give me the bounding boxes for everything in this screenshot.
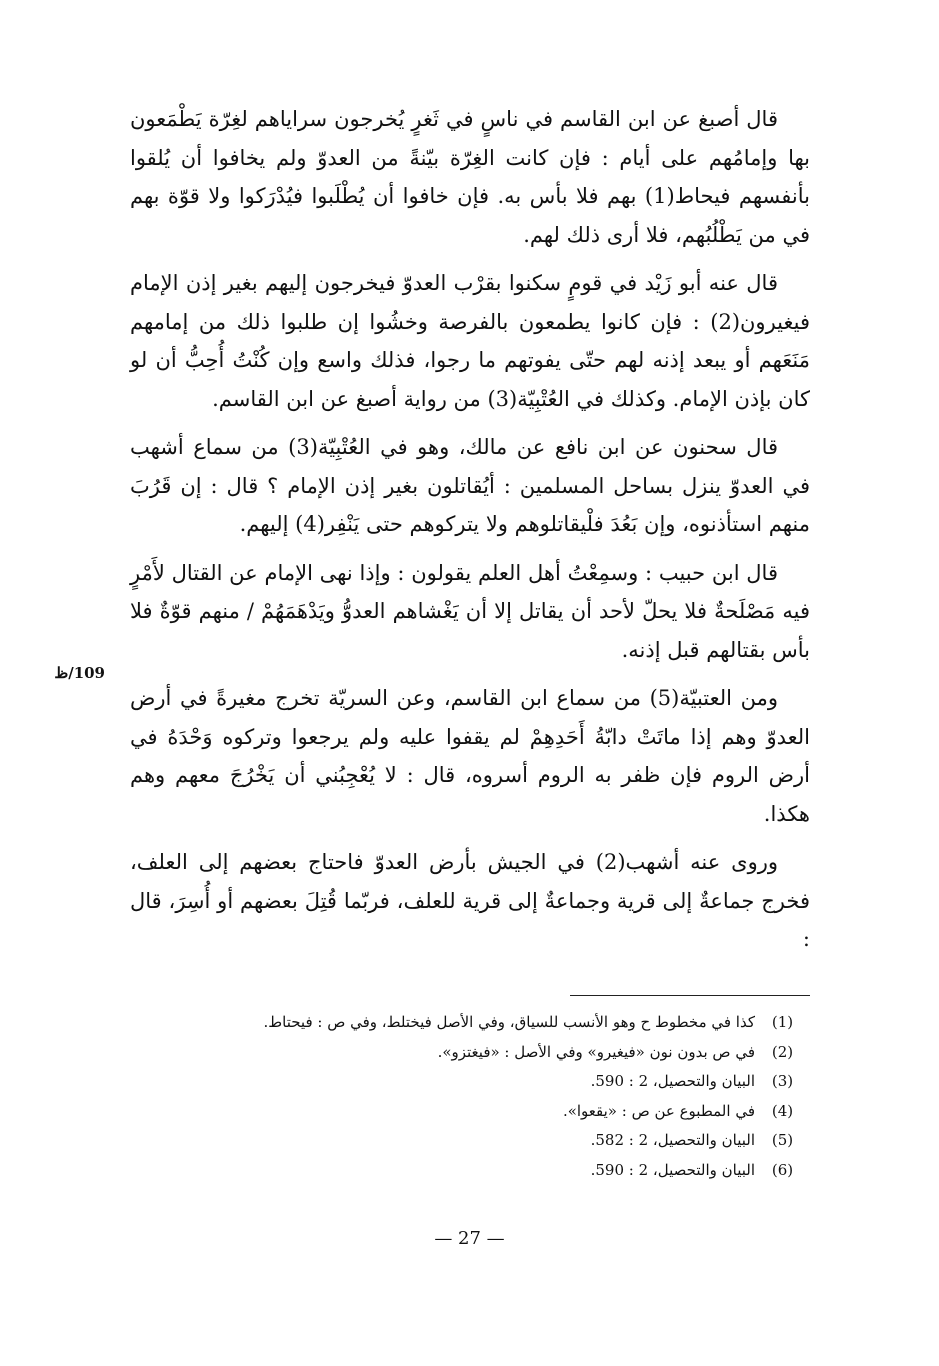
footnote-number: (2): [771, 1042, 794, 1061]
footnote-number: (6): [771, 1160, 794, 1179]
footnote-3: [130, 1067, 810, 1097]
footnote-number: (5): [771, 1131, 794, 1149]
footnote-text: كذا في مخطوط ح وهو الأنسب للسياق، وفي الأصل فيختلط، وفي ص : فيحتاط.: [263, 1013, 755, 1031]
paragraph-5: ومن العتبيّة(5) من سماع ابن القاسم، وعن السريّة تخرج مغيرةً في أرض العدوّ وهم إذا ماتَتْ دابّةُ أَحَدِهِمْ لم يقفوا عليه ولم يرجعوا وتركوه وَحْدَهُ في أرض الروم فإن ظفر به الروم أسروه، قال : لا يُعْجِبُني أن يَخْرُجَ معهم وهم هكذا.: [130, 686, 810, 826]
footnote-number: (1): [771, 1013, 794, 1031]
footnote-6: [130, 1156, 810, 1186]
footnote-separator: [570, 995, 810, 996]
footnote-text: البيان والتحصيل، 2 : 590.: [590, 1072, 755, 1090]
footnote-5: [130, 1126, 810, 1156]
footnote-text: في ص بدون نون «فيغيرو» وفي الأصل : «فيغتزو».: [437, 1042, 755, 1061]
footnote-text: البيان والتحصيل، 2 : 582.: [590, 1131, 755, 1149]
paragraph-4: قال ابن حبيب : وسمِعْتُ أهل العلم يقولون : وإذا نهى الإمام عن القتال لأَمْرٍ فيه مَصْلَحةٌ فلا يحلّ لأحد أن يقاتل إلا أن يَغْشاهم العدوُّ ويَدْهَمَهُمْ / منهم قوّةٌ فلا بأس بقتالهم قبل إذنه.: [130, 560, 810, 662]
page-number: — 27 —: [434, 1228, 505, 1249]
footnote-number: (3): [771, 1072, 794, 1090]
footnote-text: في المطبوع عن ص : «يقعوا».: [562, 1101, 755, 1120]
footnotes-list: [130, 1008, 810, 1185]
footnote-1: [130, 1008, 810, 1038]
footnote-text: البيان والتحصيل، 2 : 590.: [590, 1160, 755, 1179]
manuscript-folio-marker: 109/ظ: [54, 664, 105, 682]
main-text: [130, 100, 810, 969]
paragraph-3: قال سحنون عن ابن نافع عن مالك، وهو في العُتْبِيّة(3) من سماع أشهب في العدوّ ينزل بساحل المسلمين : أيُقاتلون بغير إذن الإمام ؟ قال : إن قَرُبَ منهم استأذنوه، وإن بَعُدَ فلْيقاتلوهم ولا يتركوهم حتى يَنْفِر(4) إليهم.: [130, 435, 810, 536]
footnote-number: (4): [771, 1101, 794, 1120]
paragraph-2: قال عنه أبو زَيْد في قومٍ سكنوا بقرْب العدوّ فيخرجون إليهم بغير إذن الإمام فيغيرون(2) : فإن كانوا يطمعون بالفرصة وخشُوا إن طلبوا ذلك من إمامهم مَنَعَهم أو يبعد إذنه لهم حتّى يفوتهم ما رجوا، فذلك واسع وإن كُنْتُ أُحِبُّ أن لو كان بإذن الإمام. وكذلك في العُتْبِيّة(3) من رواية أصبغ عن ابن القاسم.: [130, 271, 810, 411]
paragraph-1: قال أصبغ عن ابن القاسم في ناسٍ في ثَغرٍ يُخرجون سراياهم لغِرّة يَطْمَعون بها وإمامُهم على أيام : فإن كانت الغِرّة بيّنةً من العدوّ ولم يخافوا أن يُلقوا بأنفسهم فيحاط(1) بهم فلا بأس به. فإن خافوا أن يُطْلَبوا فيُدْرَكوا ولا قوّة بهم في من يَطْلُبُهم، فلا أرى ذلك لهم.: [130, 107, 810, 247]
footnote-2: [130, 1038, 810, 1068]
footnote-4: [130, 1097, 810, 1127]
paragraph-6: وروى عنه أشهب(2) في الجيش بأرض العدوّ فاحتاج بعضهم إلى العلف، فخرج جماعةٌ إلى قرية وجماعةٌ إلى قرية للعلف، فربّما قُتِلَ بعضهم أو أُسِرَ، قال :: [130, 850, 810, 951]
